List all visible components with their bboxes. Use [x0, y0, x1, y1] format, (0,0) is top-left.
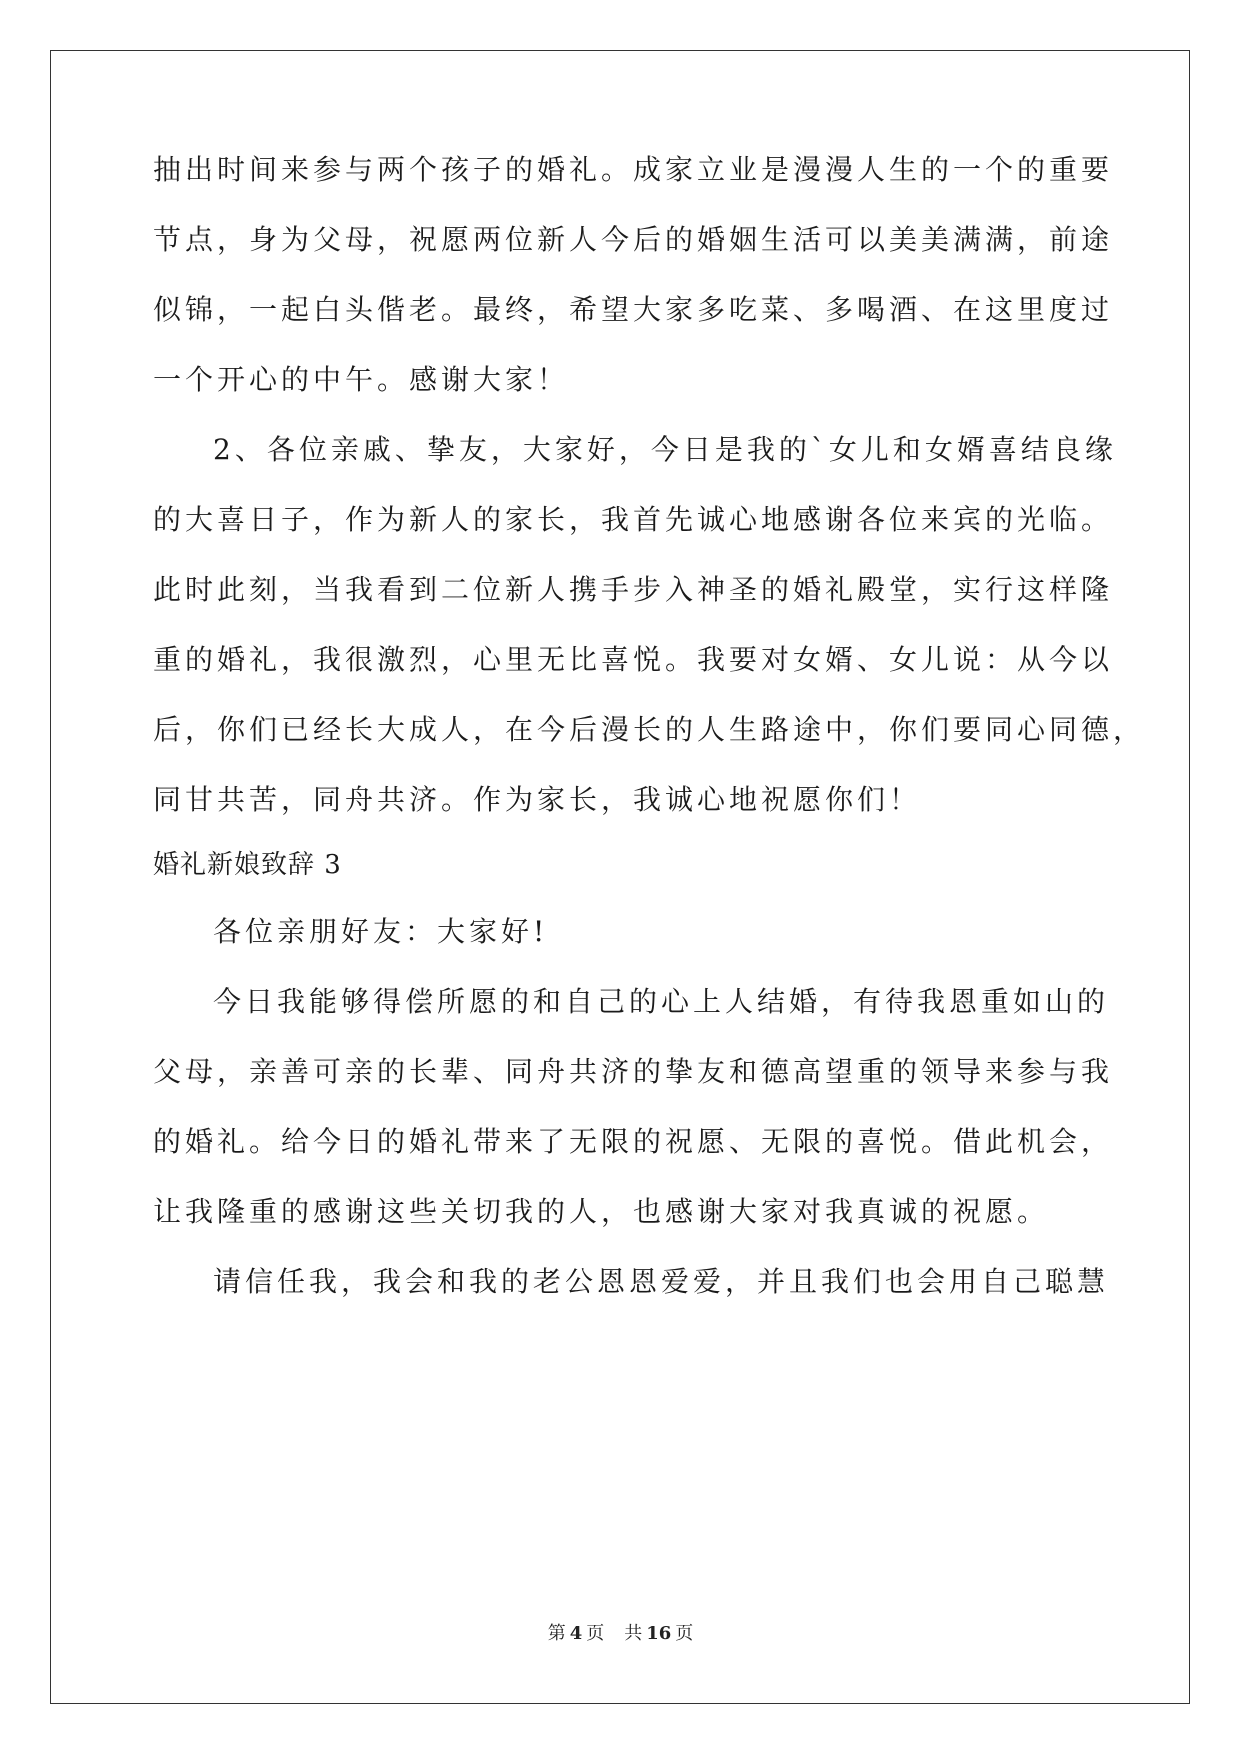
paragraph-line: 各位亲朋好友：大家好!	[213, 915, 549, 948]
paragraph-line: 的大喜日子，作为新人的家长，我首先诚心地感谢各位来宾的光临。	[153, 503, 1114, 536]
paragraph-line: 2、各位亲戚、挚友，大家好，今日是我的`女儿和女婿喜结良缘	[213, 433, 1117, 466]
page-prefix: 第	[547, 1623, 566, 1644]
paragraph-line: 似锦，一起白头偕老。最终，希望大家多吃菜、多喝酒、在这里度过	[153, 293, 1114, 326]
page-unit: 页	[586, 1623, 605, 1644]
paragraph-line: 同甘共苦，同舟共济。作为家长，我诚心地祝愿你们！	[153, 783, 922, 816]
paragraph-line: 父母，亲善可亲的长辈、同舟共济的挚友和德高望重的领导来参与我	[153, 1055, 1114, 1088]
paragraph-line: 节点，身为父母，祝愿两位新人今后的婚姻生活可以美美满满，前途	[153, 223, 1114, 256]
total-pages: 16	[646, 1623, 672, 1644]
paragraph-line: 此时此刻，当我看到二位新人携手步入神圣的婚礼殿堂，实行这样隆	[153, 573, 1114, 606]
page-number: 4	[569, 1623, 583, 1644]
paragraph-line: 重的婚礼，我很激烈，心里无比喜悦。我要对女婿、女儿说：从今以	[153, 643, 1114, 676]
paragraph-line: 让我隆重的感谢这些关切我的人，也感谢大家对我真诚的祝愿。	[153, 1195, 1050, 1228]
paragraph-line: 今日我能够得偿所愿的和自己的心上人结婚，有待我恩重如山的	[213, 985, 1110, 1018]
paragraph-line: 一个开心的中午。感谢大家！	[153, 363, 570, 396]
paragraph-line: 抽出时间来参与两个孩子的婚礼。成家立业是漫漫人生的一个的重要	[153, 153, 1114, 186]
total-unit: 页	[675, 1623, 694, 1644]
section-heading: 婚礼新娘致辞 3	[153, 850, 342, 880]
paragraph-line: 请信任我，我会和我的老公恩恩爱爱，并且我们也会用自己聪慧	[213, 1265, 1110, 1298]
page-footer	[0, 1622, 1241, 1646]
paragraph-line: 的婚礼。给今日的婚礼带来了无限的祝愿、无限的喜悦。借此机会，	[153, 1125, 1114, 1158]
paragraph-line: 后，你们已经长大成人，在今后漫长的人生路途中，你们要同心同德，	[153, 713, 1146, 746]
total-prefix: 共	[624, 1623, 643, 1644]
